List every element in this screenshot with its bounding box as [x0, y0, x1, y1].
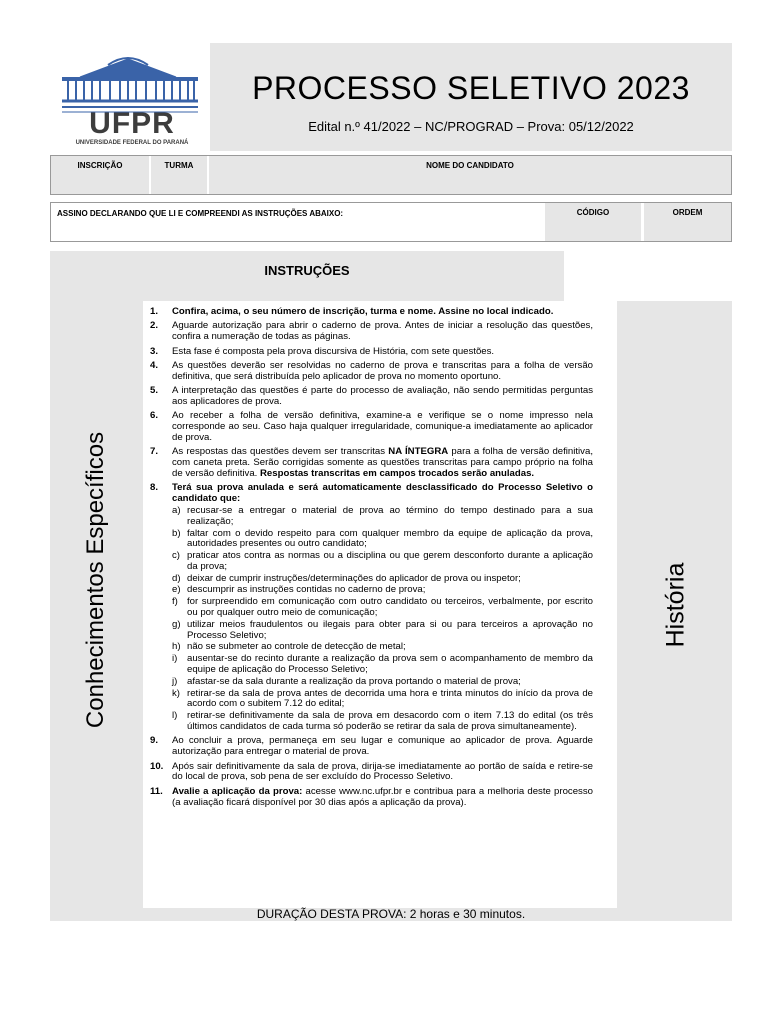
subject-area-label: Conhecimentos Específicos [82, 431, 109, 729]
list-item: 3. Esta fase é composta pela prova discursiva de História, com sete questões. [150, 345, 495, 357]
inscricao-field [51, 156, 149, 194]
list-item: 9. Ao concluir a prova, permaneça em seu lugar e comunique ao aplicador de prova. Aguarde autorização para entregar o material de prova. [150, 735, 593, 758]
nome-label: NOME DO CANDIDATO [426, 161, 514, 170]
list-item: 7. As respostas das questões devem ser transcritas NA ÍNTEGRA para a folha de versão definitiva, com caneta preta. Serão corrigidas somente as questões transcritas para campo próprio na folha de versão definitiva. Respostas transcritas em campos trocados serão anuladas. [150, 446, 593, 479]
sub-item: d) deixar de cumprir instruções/determinações do aplicador de prova ou inspetor; [172, 572, 521, 584]
instructions-title: INSTRUÇÕES [264, 263, 350, 278]
sub-item: a) recusar-se a entregar o material de prova ao término do tempo destinado para a sua realização; [172, 504, 593, 527]
turma-label: TURMA [164, 161, 194, 170]
sub-item: h) não se submeter ao controle de detecção de metal; [172, 641, 406, 653]
page-subtitle: Edital n.º 41/2022 – NC/PROGRAD – Prova: 05/12/2022 [308, 119, 634, 134]
list-item: 8. Terá sua prova anulada e será automaticamente desclassificado do Processo Seletivo o candidato que: a) recusar-se a entregar o material de prova ao término do tempo destinado para a sua realização; b) faltar com o devido respeito para com qualquer membro da equipe de aplicação da prova, autoridades presentes ou outro candidato; c) praticar atos contra as normas ou a disciplina ou que gerem desconforto durante a aplicação da prova; d) deixar de cumprir instruções/determinações do aplicador de prova ou inspetor; e) descumprir as instruções contidas no caderno de prova; f) for surpreendido em comunicação com outro candidato ou terceiros, verbalmente, por escrito ou por qualquer outro meio de comunicação; g) utilizar meios fraudulentos ou ilegais para obter para si ou para terceiros a aprovação no Processo Seletivo; h) não se submeter ao controle de detecção de metal; i) ausentar-se do recinto durante a realização da prova sem o acompanhamento de membro da equipe de aplicação do Processo Seletivo; j) afastar-se da sala durante a realização da prova portando o material de prova; k) retirar-se da sala de prova antes de decorrida uma hora e trinta minutos do início da prova de acordo com o subitem 7.12 do edital; l) retirar-se definitivamente da sala de prova em desacordo com o item 7.13 do edital (os três últimos candidatos de cada turma só poderão se retirar da sala de prova simultaneamente). [150, 482, 593, 733]
exam-duration: DURAÇÃO DESTA PROVA: 2 horas e 30 minutos. [256, 907, 526, 921]
list-item: 10. Após sair definitivamente da sala de prova, dirija-se imediatamente ao portão de saída e retire-se do local de prova, sob pena de ser excluído do Processo Seletivo. [150, 760, 593, 783]
sub-item: g) utilizar meios fraudulentos ou ilegais para obter para si ou para terceiros a aprovação no Processo Seletivo; [172, 618, 593, 641]
ordem-field [644, 203, 731, 241]
sub-item: b) faltar com o devido respeito para com qualquer membro da equipe de aplicação da prova, autoridades presentes ou outro candidato; [172, 527, 593, 550]
logo-brand: UFPR [89, 107, 175, 140]
sub-item: f) for surpreendido em comunicação com outro candidato ou terceiros, verbalmente, por escrito ou por qualquer outro meio de comunicação; [172, 596, 593, 619]
codigo-label: CÓDIGO [576, 208, 610, 217]
list-item: 6. Ao receber a folha de versão definitiva, examine-a e verifique se o nome impresso nela corresponde ao seu. Caso haja qualquer irregularidade, comunique-a imediatamente ao aplicador de prova. [150, 410, 593, 443]
list-item: 2. Aguarde autorização para abrir o caderno de prova. Antes de iniciar a resolução das questões, confira a numeração de todas as páginas. [150, 320, 593, 343]
list-item: 11. Avalie a aplicação da prova: acesse www.nc.ufpr.br e contribua para a melhoria deste processo (a avaliação ficará disponível por 30 dias após a aplicação da prova). [150, 785, 593, 808]
inscricao-label: INSCRIÇÃO [77, 161, 123, 170]
logo-caption: UNIVERSIDADE FEDERAL DO PARANÁ [75, 140, 189, 146]
declaration-text: ASSINO DECLARANDO QUE LI E COMPREENDI AS INSTRUÇÕES ABAIXO: [57, 209, 344, 218]
sub-item: k) retirar-se da sala de prova antes de decorrida uma hora e trinta minutos do início da prova de acordo com o subitem 7.12 do edital; [172, 687, 593, 710]
turma-field [151, 156, 207, 194]
subject-label: História [661, 562, 690, 648]
ordem-label: ORDEM [672, 208, 703, 217]
candidate-info-row [50, 155, 732, 195]
sub-item: j) afastar-se da sala durante a realização da prova portando o material de prova; [172, 675, 521, 687]
sub-item: c) praticar atos contra as normas ou a disciplina ou que gerem desconforto durante a aplicação da prova; [172, 550, 593, 572]
nome-field [209, 156, 731, 194]
instructions-list [150, 307, 593, 812]
page-title: PROCESSO SELETIVO 2023 [252, 70, 690, 106]
sub-item: i) ausentar-se do recinto durante a realização da prova sem o acompanhamento de membro da equipe de aplicação do Processo Seletivo; [172, 653, 593, 676]
list-item: 5. A interpretação das questões é parte do processo de avaliação, não sendo permitidas perguntas aos aplicadores de prova. [150, 385, 593, 407]
list-item: 1. Confira, acima, o seu número de inscrição, turma e nome. Assine no local indicado. [150, 306, 554, 317]
list-item: 4. As questões deverão ser resolvidas no caderno de prova e transcritas para a folha de versão definitiva, que será distribuída pelo aplicador de prova no momento oportuno. [150, 359, 593, 382]
signature-row [50, 202, 732, 242]
sub-item: l) retirar-se definitivamente da sala de prova em desacordo com o item 7.13 do edital (os três últimos candidatos de cada turma só poderão se retirar da sala de prova simultaneamente). [172, 710, 593, 733]
codigo-field [545, 203, 641, 241]
ufpr-logo [50, 43, 210, 151]
sub-item: e) descumprir as instruções contidas no caderno de prova; [172, 584, 426, 596]
